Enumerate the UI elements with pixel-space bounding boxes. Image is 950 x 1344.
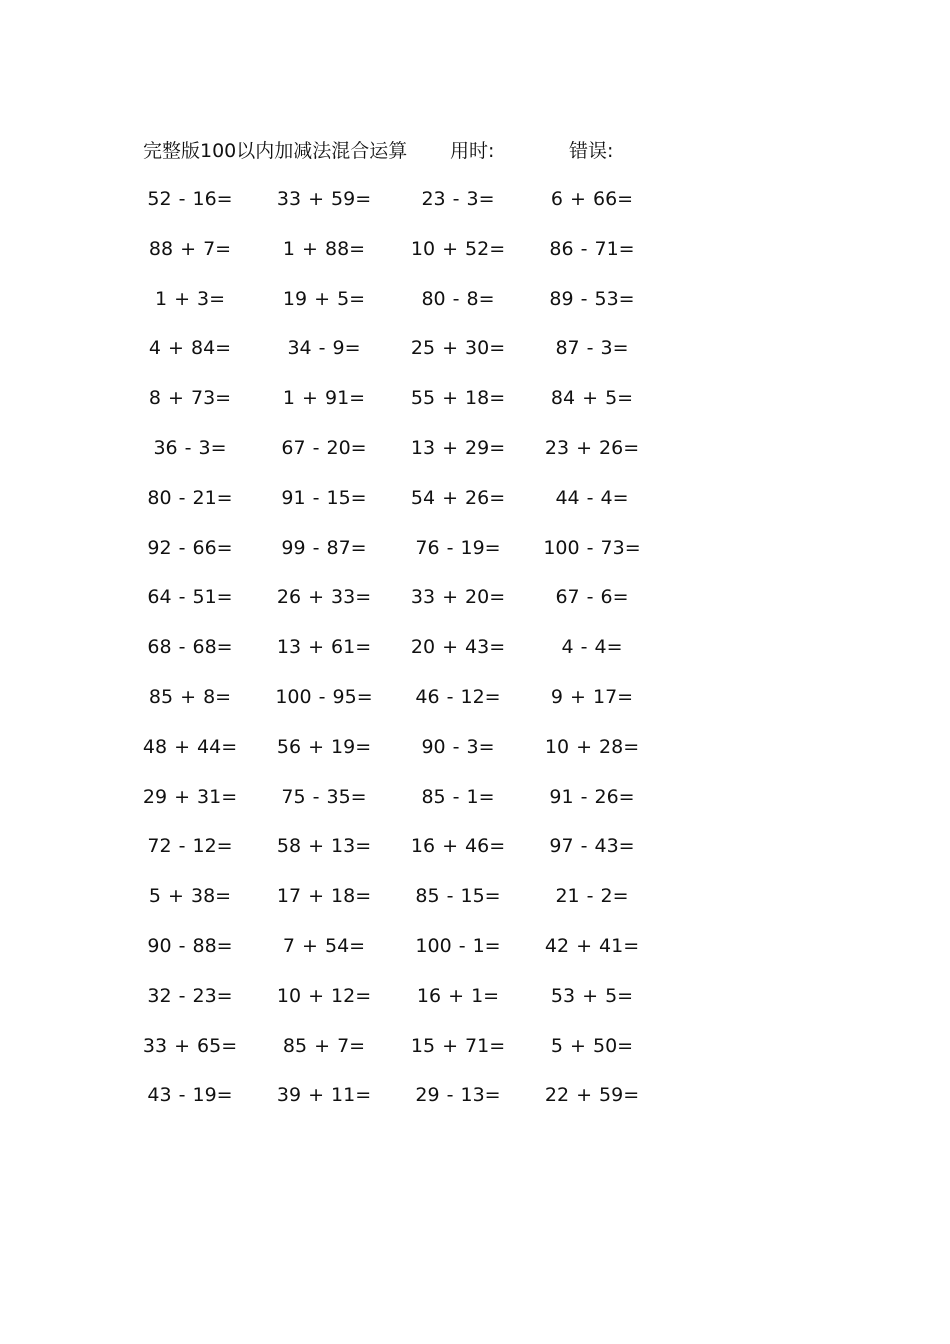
problem: 85 + 7= [282, 1034, 366, 1057]
problem: 67 - 6= [555, 586, 629, 609]
problem: 56 + 19= [276, 735, 372, 758]
problem: 90 - 3= [421, 735, 495, 758]
problem: 1 + 3= [154, 287, 226, 310]
problem: 8 + 73= [148, 387, 232, 410]
problem: 100 - 95= [275, 685, 373, 708]
problem: 90 - 88= [147, 934, 233, 957]
problem: 4 + 84= [148, 337, 232, 360]
problem: 21 - 2= [555, 885, 629, 908]
problem: 86 - 71= [549, 237, 635, 260]
problem: 17 + 18= [276, 885, 372, 908]
problem: 42 + 41= [544, 934, 640, 957]
problem: 33 + 65= [142, 1034, 238, 1057]
problem: 10 + 12= [276, 984, 372, 1007]
problem: 76 - 19= [415, 536, 501, 559]
problem: 33 + 20= [410, 586, 506, 609]
problem: 85 - 15= [415, 885, 501, 908]
problem: 20 + 43= [410, 636, 506, 659]
problem: 1 + 91= [282, 387, 366, 410]
problem: 16 + 1= [416, 984, 500, 1007]
problem: 32 - 23= [147, 984, 233, 1007]
problem: 1 + 88= [282, 237, 366, 260]
problem-row [140, 931, 660, 981]
problem: 52 - 16= [147, 188, 233, 210]
errors-label: 错误: [569, 140, 614, 162]
problem-row [140, 981, 660, 1031]
problem: 46 - 12= [415, 685, 501, 708]
problem: 80 - 21= [147, 486, 233, 509]
problem: 80 - 8= [421, 287, 495, 310]
problem: 92 - 66= [147, 536, 233, 559]
problem: 89 - 53= [549, 287, 635, 310]
problem: 85 - 1= [421, 785, 495, 808]
problem-row [140, 1031, 660, 1081]
problem-row [140, 632, 660, 682]
problem: 23 + 26= [544, 436, 640, 459]
problem-row [140, 582, 660, 632]
problem: 54 + 26= [410, 486, 506, 509]
problem: 5 + 38= [148, 885, 232, 908]
problem: 87 - 3= [555, 337, 629, 360]
problem-grid [140, 184, 660, 1130]
problem-row [140, 483, 660, 533]
problem: 91 - 15= [281, 486, 367, 509]
problem: 53 + 5= [550, 984, 634, 1007]
problem: 16 + 46= [410, 835, 506, 858]
problem: 84 + 5= [550, 387, 634, 410]
problem-row [140, 782, 660, 832]
problem: 100 - 1= [415, 934, 501, 957]
problem: 58 + 13= [276, 835, 372, 858]
problem: 22 + 59= [544, 1084, 640, 1107]
problem: 15 + 71= [410, 1034, 506, 1057]
problem: 99 - 87= [281, 536, 367, 559]
problem: 29 + 31= [142, 785, 238, 808]
problem: 33 + 59= [276, 188, 372, 210]
problem-row [140, 284, 660, 334]
problem: 19 + 5= [282, 287, 366, 310]
problem: 75 - 35= [281, 785, 367, 808]
problem: 67 - 20= [281, 436, 367, 459]
problem: 9 + 17= [550, 685, 634, 708]
problem: 72 - 12= [147, 835, 233, 858]
problem: 34 - 9= [287, 337, 361, 360]
problem: 26 + 33= [276, 586, 372, 609]
problem: 48 + 44= [142, 735, 238, 758]
problem-row [140, 234, 660, 284]
problem-row [140, 732, 660, 782]
problem-row [140, 881, 660, 931]
time-label: 用时: [450, 140, 495, 162]
worksheet-title: 完整版100以内加减法混合运算 [143, 140, 408, 162]
problem: 25 + 30= [410, 337, 506, 360]
problem: 55 + 18= [410, 387, 506, 410]
problem: 44 - 4= [555, 486, 629, 509]
problem: 13 + 29= [410, 436, 506, 459]
problem: 43 - 19= [147, 1084, 233, 1107]
problem: 13 + 61= [276, 636, 372, 659]
problem: 91 - 26= [549, 785, 635, 808]
problem: 5 + 50= [550, 1034, 634, 1057]
problem: 29 - 13= [415, 1084, 501, 1107]
problem: 97 - 43= [549, 835, 635, 858]
problem: 88 + 7= [148, 237, 232, 260]
problem: 85 + 8= [148, 685, 232, 708]
problem: 64 - 51= [147, 586, 233, 609]
problem: 10 + 52= [410, 237, 506, 260]
problem: 7 + 54= [282, 934, 366, 957]
problem-row [140, 533, 660, 583]
problem: 4 - 4= [561, 636, 623, 659]
problem: 23 - 3= [421, 188, 495, 210]
problem: 36 - 3= [153, 436, 227, 459]
problem-row [140, 682, 660, 732]
problem: 100 - 73= [543, 536, 641, 559]
problem-row [140, 333, 660, 383]
problem: 39 + 11= [276, 1084, 372, 1107]
problem-row [140, 433, 660, 483]
problem-row [140, 1080, 660, 1130]
problem: 6 + 66= [550, 188, 634, 210]
problem: 10 + 28= [544, 735, 640, 758]
problem-row [140, 184, 660, 234]
problem: 68 - 68= [147, 636, 233, 659]
problem-row [140, 831, 660, 881]
problem-row [140, 383, 660, 433]
